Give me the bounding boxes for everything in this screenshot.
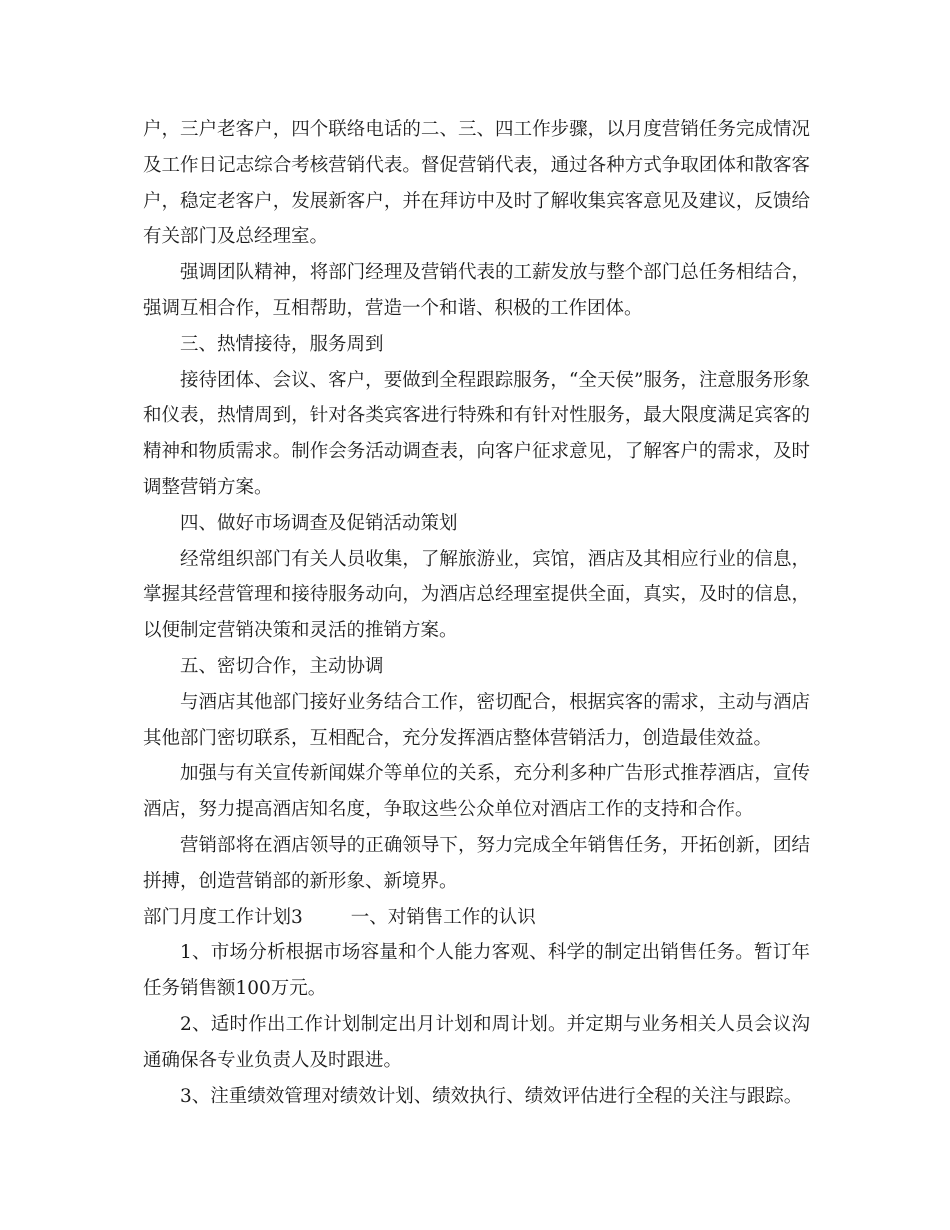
list-item: 3、注重绩效管理对绩效计划、绩效执行、绩效评估进行全程的关注与跟踪。: [180, 1085, 803, 1107]
plan-title-line: [143, 900, 810, 936]
paragraph-conclusion: 营销部将在酒店领导的正确领导下，努力完成全年销售任务，开拓创新，团结拼搏，创造营销部的新形象、新境界。: [143, 834, 810, 892]
section-heading-4: 四、做好市场调查及促销活动策划: [180, 512, 458, 534]
list-item: 2、适时作出工作计划制定出月计划和周计划。并定期与业务相关人员会议沟通确保各专业负责人及时跟进。: [143, 1013, 810, 1071]
paragraph-market-research: 经常组织部门有关人员收集，了解旅游业，宾馆，酒店及其相应行业的信息，掌握其经营管理和接待服务动向，为酒店总经理室提供全面，真实，及时的信息，以便制定营销决策和灵活的推销方案。: [143, 548, 810, 642]
paragraph-media-relations: 加强与有关宣传新闻媒介等单位的关系，充分利多种广告形式推荐酒店，宣传酒店，努力提高酒店知名度，争取这些公众单位对酒店工作的支持和合作。: [143, 763, 810, 821]
plan-title: 部门月度工作计划3: [143, 906, 303, 928]
section-heading-5: 五、密切合作，主动协调: [180, 655, 384, 677]
document-page: [143, 112, 810, 1114]
plan-subtitle: 一、对销售工作的认识: [350, 906, 536, 928]
section-heading-3: 三、热情接待，服务周到: [180, 333, 384, 355]
paragraph-team-spirit: 强调团队精神，将部门经理及营销代表的工薪发放与整个部门总任务相结合，强调互相合作，互相帮助，营造一个和谐、积极的工作团体。: [143, 262, 810, 319]
paragraph-continuation: 户，三户老客户，四个联络电话的二、三、四工作步骤，以月度营销任务完成情况及工作日记志综合考核营销代表。督促营销代表，通过各种方式争取团体和散客客户，稳定老客户，发展新客户，并在拜访中及时了解收集宾客意见及建议，反馈给有关部门及总经理室。: [143, 119, 810, 248]
paragraph-cooperation: 与酒店其他部门接好业务结合工作，密切配合，根据宾客的需求，主动与酒店其他部门密切联系，互相配合，充分发挥酒店整体营销活力，创造最佳效益。: [143, 691, 810, 749]
list-item: 1、市场分析根据市场容量和个人能力客观、科学的制定出销售任务。暂订年任务销售额100万元。: [143, 942, 810, 1000]
paragraph-reception: 接待团体、会议、客户，要做到全程跟踪服务，“全天侯”服务，注意服务形象和仪表，热情周到，针对各类宾客进行特殊和有针对性服务，最大限度满足宾客的精神和物质需求。制作会务活动调查表，向客户征求意见，了解客户的需求，及时调整营销方案。: [143, 369, 810, 498]
